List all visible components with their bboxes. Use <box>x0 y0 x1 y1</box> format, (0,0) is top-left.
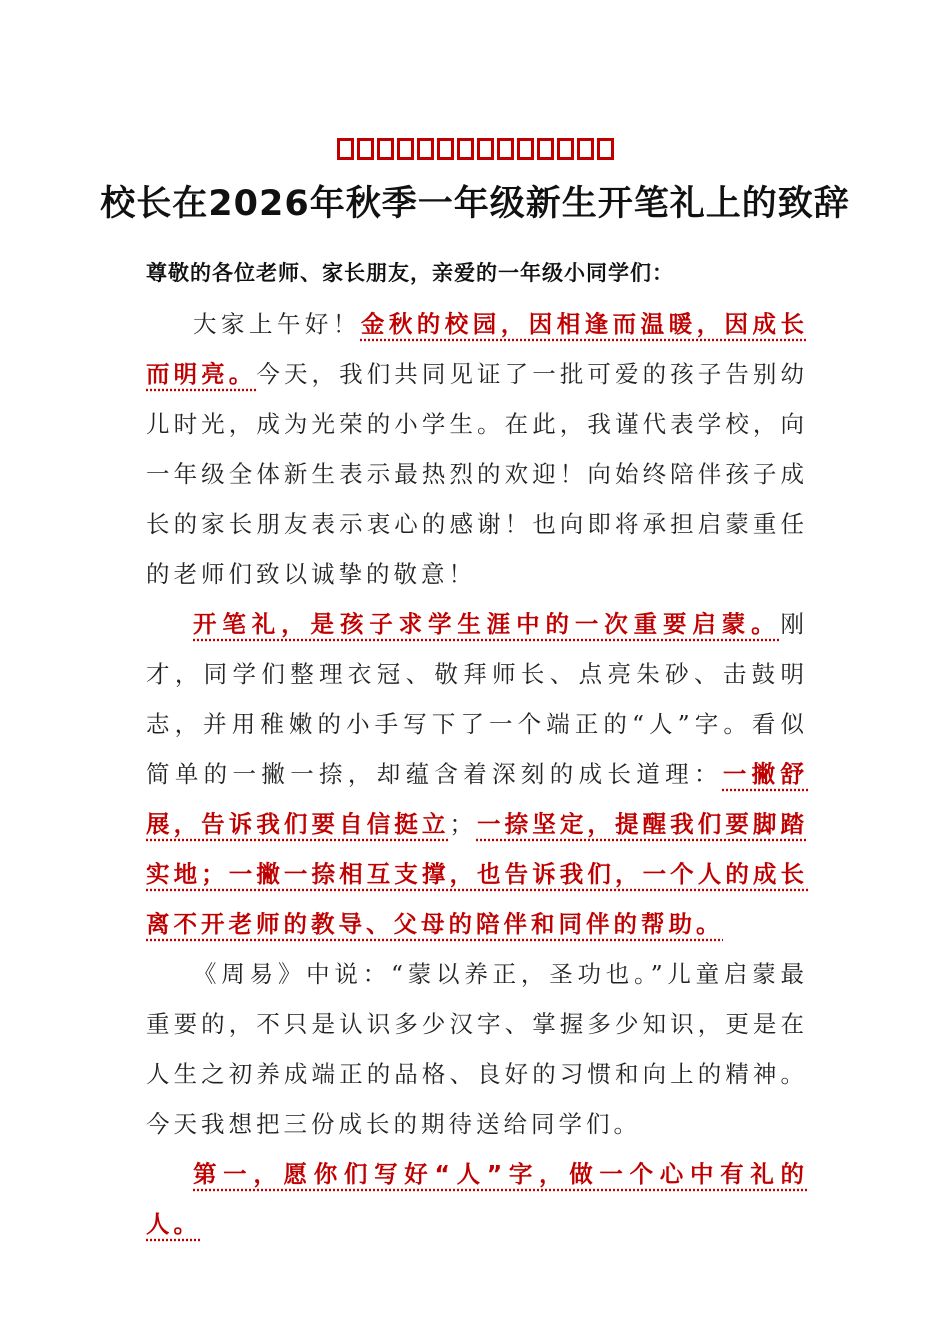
placeholder-box <box>517 138 534 160</box>
paragraph-1 <box>146 299 808 599</box>
paragraph-3: 《周易》中说：“蒙以养正，圣功也。”儿童启蒙最重要的，不只是认识多少汉字、掌握多少知识，更是在人生之初养成端正的品格、良好的习惯和向上的精神。今天我想把三份成长的期待送给同学们。 <box>146 960 808 1138</box>
placeholder-box-row <box>0 138 950 160</box>
placeholder-box <box>457 138 474 160</box>
placeholder-box <box>417 138 434 160</box>
paragraph-4 <box>146 1149 808 1249</box>
placeholder-box <box>577 138 594 160</box>
paragraph-text: 今天，我们共同见证了一批可爱的孩子告别幼儿时光，成为光荣的小学生。在此，我谨代表学校，向一年级全体新生表示最热烈的欢迎！向始终陪伴孩子成长的家长朋友表示衷心的感谢！也向即将承担启蒙重任的老师们致以诚挚的敬意！ <box>146 360 809 588</box>
placeholder-box <box>437 138 454 160</box>
placeholder-box <box>497 138 514 160</box>
placeholder-box <box>377 138 394 160</box>
greeting-text: 大家上午好！ <box>193 310 361 338</box>
placeholder-box <box>477 138 494 160</box>
punctuation: ； <box>449 810 477 838</box>
paragraph-text: 刚才，同学们整理衣冠、敬拜师长、点亮朱砂、击鼓明志，并用稚嫩的小手写下了一个端正的“人”字。看似简单的一撇一捺，却蕴含着深刻的成长道理： <box>146 610 808 788</box>
placeholder-box <box>397 138 414 160</box>
placeholder-box <box>597 138 614 160</box>
placeholder-box <box>337 138 354 160</box>
placeholder-box <box>557 138 574 160</box>
paragraph-2 <box>146 599 808 949</box>
highlight-text: 一撇舒展，告诉我们要自信挺立 <box>146 760 809 838</box>
document-title: 校长在2026年秋季一年级新生开笔礼上的致辞 <box>100 184 850 224</box>
placeholder-box <box>537 138 554 160</box>
highlight-text: 金秋的校园，因相逢而温暖，因成长而明亮。 <box>146 310 809 388</box>
highlight-text: 第一，愿你们写好“人”字，做一个心中有礼的人。 <box>146 1160 808 1238</box>
highlight-text: 一捺坚定，提醒我们要脚踏实地；一撇一捺相互支撑，也告诉我们，一个人的成长离不开老师的教导、父母的陪伴和同伴的帮助。 <box>146 810 809 938</box>
salutation: 尊敬的各位老师、家长朋友，亲爱的一年级小同学们： <box>146 261 674 285</box>
placeholder-box <box>357 138 374 160</box>
speech-body <box>146 299 808 1249</box>
highlight-text: 开笔礼，是孩子求学生涯中的一次重要启蒙。 <box>193 610 781 638</box>
